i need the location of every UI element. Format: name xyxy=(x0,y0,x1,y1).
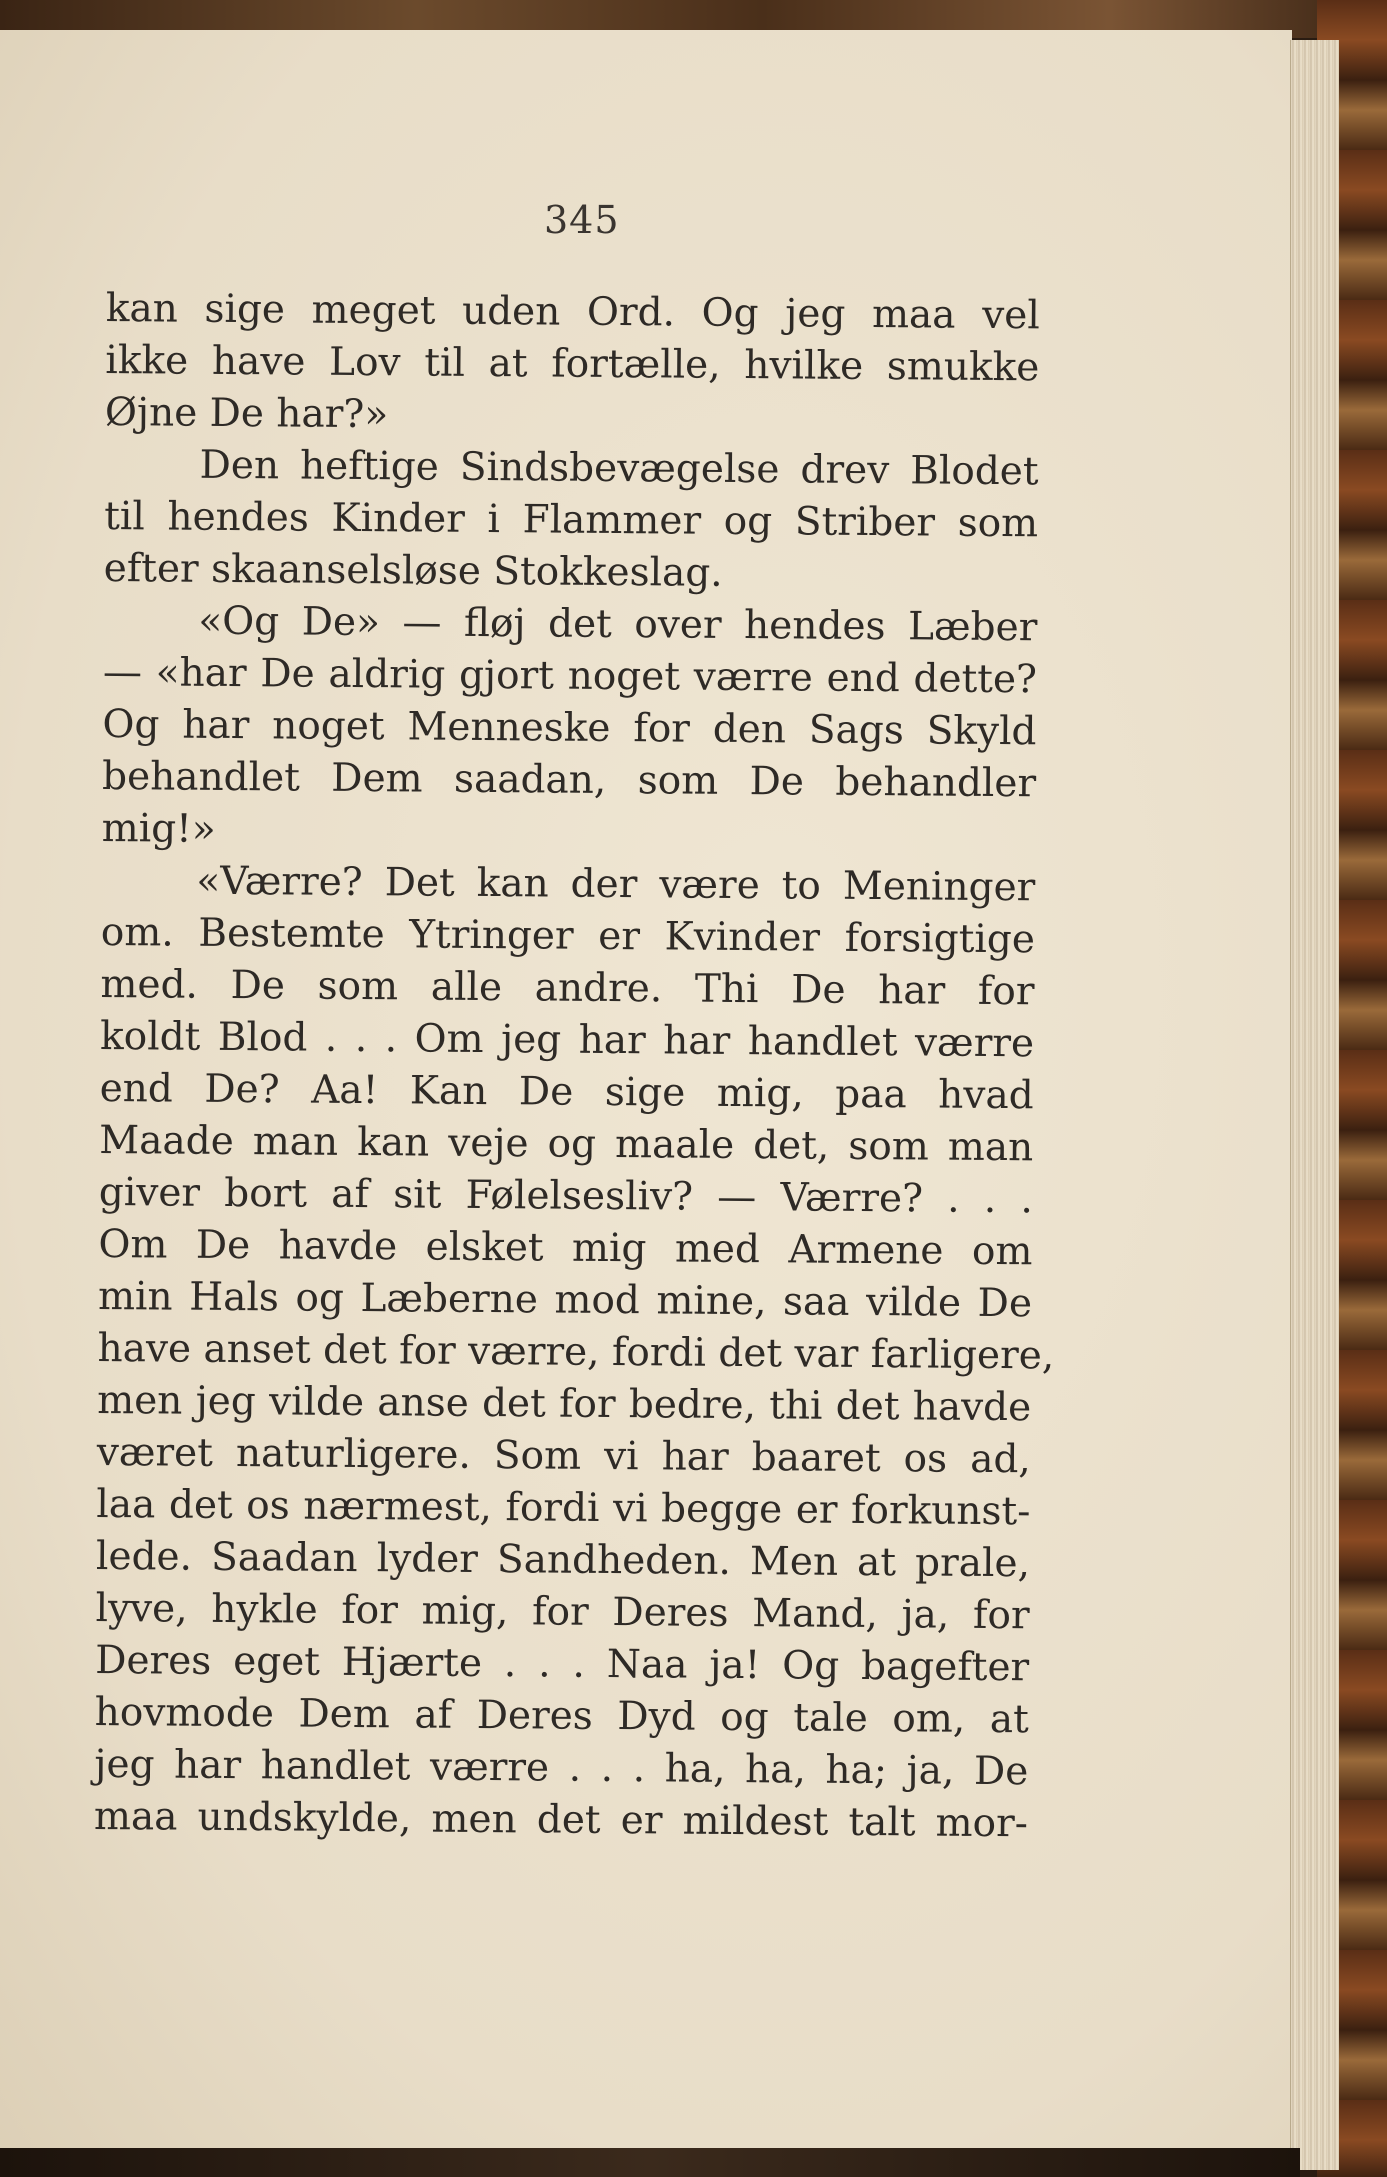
text-line: laa det os nærmest, fordi vi begge er forkunst- xyxy=(96,1481,1031,1535)
text-line: Maade man kan veje og maale det, som man xyxy=(99,1117,1034,1171)
text-line: «Og De» — fløj det over hendes Læber xyxy=(198,598,1038,651)
text-line: min Hals og Læberne mod mine, saa vilde De xyxy=(97,1273,1033,1327)
text-line: — «har De aldrig gjort noget værre end dette? xyxy=(102,649,1038,703)
text-line: jeg har handlet værre . . . ha, ha, ha; ja, De xyxy=(94,1741,1029,1795)
text-line: ikke have Lov til at fortælle, hvilke smukke xyxy=(105,337,1040,391)
text-line: med. De som alle andre. Thi De har for xyxy=(100,961,1035,1015)
text-line: mig!» xyxy=(101,805,216,852)
text-line: maa undskylde, men det er mildest talt mor- xyxy=(93,1793,1029,1847)
body-text xyxy=(93,283,1055,1850)
book-bottom-edge xyxy=(0,2148,1300,2177)
text-line: «Værre? Det kan der være to Meninger xyxy=(196,858,1036,911)
text-line: end De? Aa! Kan De sige mig, paa hvad xyxy=(99,1065,1034,1119)
text-line: lyve, hykle for mig, for Deres Mand, ja, for xyxy=(95,1585,1030,1639)
text-line: om. Bestemte Ytringer er Kvinder forsigtige xyxy=(100,909,1036,963)
text-line: Deres eget Hjærte . . . Naa ja! Og bagefter xyxy=(95,1637,1030,1691)
text-line: efter skaanselsløse Stokkeslag. xyxy=(103,545,723,596)
page-number: 345 xyxy=(544,198,620,242)
text-line: Om De havde elsket mig med Armene om xyxy=(98,1221,1033,1275)
text-line: Øjne De har?» xyxy=(104,389,389,438)
text-line: til hendes Kinder i Flammer og Striber som xyxy=(103,493,1039,547)
text-line: Den heftige Sindsbevægelse drev Blodet xyxy=(199,442,1039,495)
text-line: have anset det for værre, fordi det var farligere, xyxy=(97,1325,1055,1379)
text-line: koldt Blod . . . Om jeg har har handlet værre xyxy=(99,1013,1035,1067)
text-line: giver bort af sit Følelsesliv? — Værre? . . . xyxy=(98,1169,1034,1223)
page-stack-edge xyxy=(1290,40,1339,2170)
text-line: Og har noget Menneske for den Sags Skyld xyxy=(102,701,1037,755)
text-line: behandlet Dem saadan, som De behandler xyxy=(101,753,1037,807)
text-line: kan sige meget uden Ord. Og jeg maa vel xyxy=(105,285,1040,339)
text-line: men jeg vilde anse det for bedre, thi det havde xyxy=(97,1377,1032,1431)
text-line: hovmode Dem af Deres Dyd og tale om, at xyxy=(94,1689,1029,1743)
text-line: været naturligere. Som vi har baaret os ad, xyxy=(96,1429,1031,1483)
text-line: lede. Saadan lyder Sandheden. Men at prale, xyxy=(95,1533,1031,1587)
